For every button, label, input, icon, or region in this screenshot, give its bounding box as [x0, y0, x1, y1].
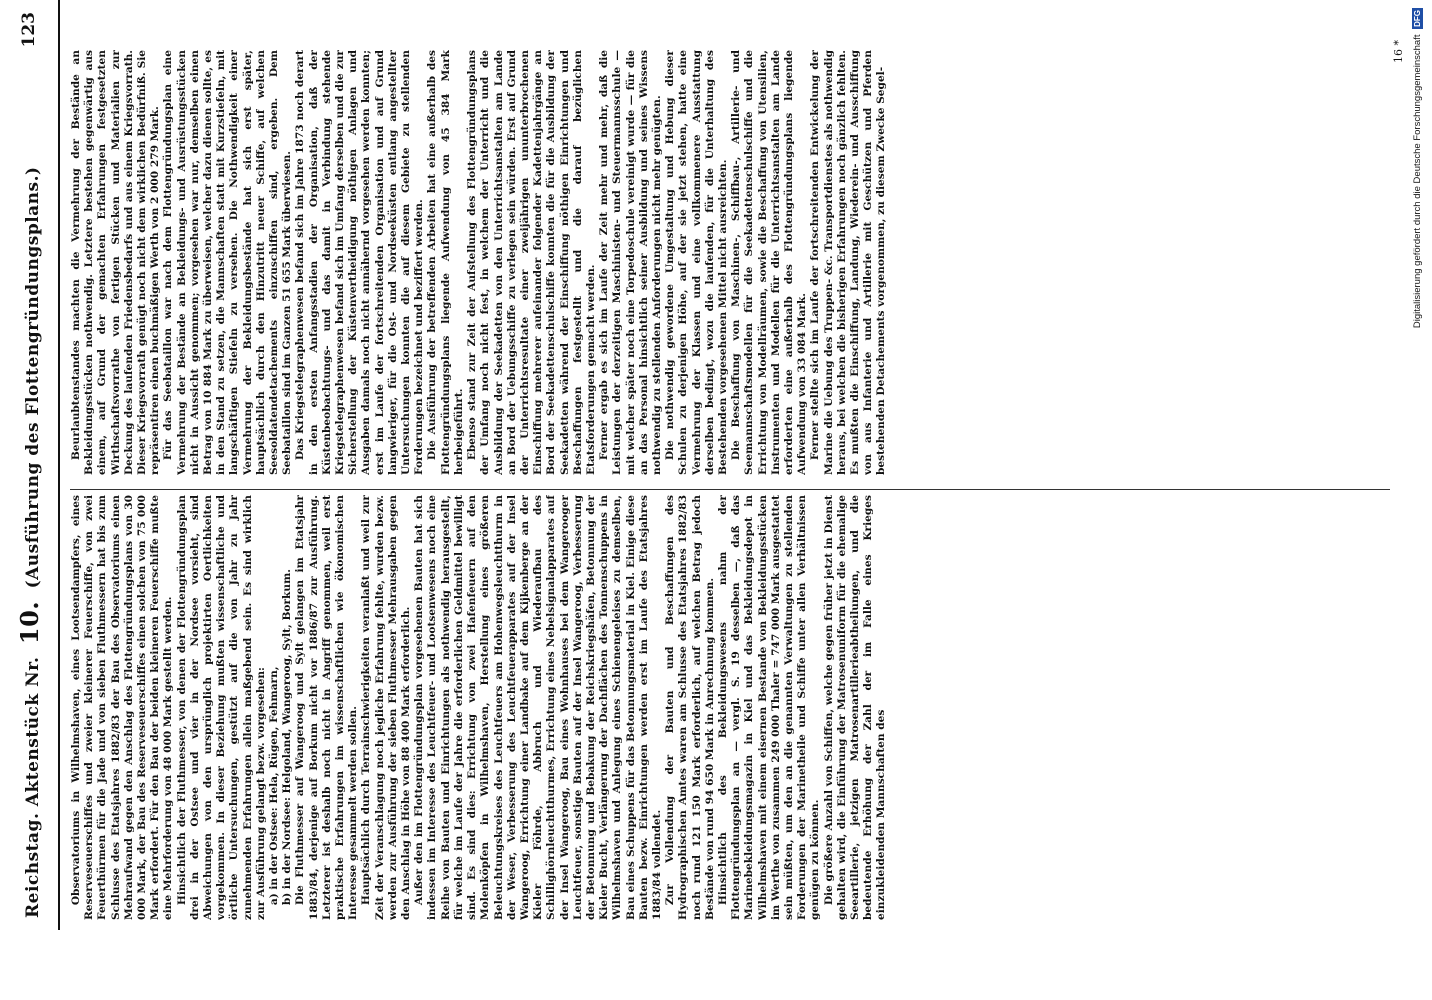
header-subtitle: (Ausführung des Flottengründungsplans.) — [22, 166, 43, 589]
paragraph: Die nothwendig gewordene Umgestaltung und Hebung dieser Schulen zu derjenigen Höhe, auf der sie jetzt stehen, hatte eine Vermehrung der Klassen und eine vollkommenere Ausstattung derselben bedingt, wozu die laufenden, für die Unterhaltung des Bestehenden vorgesehenen Mittel nicht ausreichten. — [664, 50, 729, 475]
paragraph: Für das Seebataillon war nach dem Flottengründungsplan eine Vermehrung der Bestände an Bekleidungs- und Ausrüstungsstücken nicht in Aussicht genommen; vorgesehen war nur, demselben einen Betrag von 10 884 Mark zu überweisen, welcher dazu dienen sollte, es in den Stand zu setzen, die Mannschaften statt mit Kurzstiefeln, mit langschäftigen Stiefeln zu versehen. Die Nothwendigkeit einer Vermehrung der Bekleidungsbestände hat sich erst später, hauptsächlich durch den Hinzutritt neuer Schiffe, auf welchen Seesoldatendetachements einzuschiffen sind, ergeben. Dem Seebataillon sind im Ganzen 51 655 Mark überwiesen. — [162, 50, 294, 475]
digitization-credit — [1404, 0, 1432, 1000]
paragraph: Hinsichtlich der Fluthmesser, von denen der Flottengründungsplan drei in der Ostsee und vier in der Nordsee vorsieht, sind Abweichungen von den ursprünglich projektirten Oertlichkeiten vorgekommen. In dieser Beziehung mußten wissenschaftliche und örtliche Untersuchungen, gestützt auf die von Jahr zu Jahr zunehmenden Erfahrungen allein maßgebend sein. Es sind wirklich zur Ausführung gelangt bezw. vorgesehen: — [175, 495, 267, 920]
header-document-label: Aktenstück Nr. — [22, 656, 43, 807]
credit-text: Digitalisierung gefördert durch die Deutsche Forschungsgemeinschaft — [1412, 34, 1423, 329]
header-title — [15, 166, 44, 918]
sheet-signature: 16 * — [1392, 40, 1405, 63]
paragraph: Observatoriums in Wilhelmshaven, eines Lootsendampfers, eines Reserveseuerschiffes und zweier kleinerer Feuerschiffe, von zwei Feuerthürmen für die Jade und von sieben Fluthmessern hat bis zum Schlusse des Etatsjahres 1882/83 der Bau des Observatoriums einen Mehraufwand gegen den Anschlag des Flottengründungsplans von 30 000 Mark, der Bau des Reserveseuerschiffes einen solchen von 75 000 Mark erfordert. Für den Bau der beiden kleineren Feuerschiffe mußte eine Mehrforderung von 48 000 Mark gestellt werden. — [70, 495, 175, 920]
text-column-left — [70, 495, 1390, 920]
header-prefix: Reichstag. — [22, 812, 43, 918]
list-item: b) in der Nordsee: Helgoland, Wangeroog, Sylt, Borkum. — [281, 569, 294, 906]
credit-line — [1404, 0, 1432, 1000]
dfg-logo-icon: DFG — [1413, 10, 1422, 27]
paragraph: Hinsichtlich des Bekleidungswesens nahm der Flottengründungsplan an — vergl. S. 19 desselben —, daß das Marinebekleidungsmagazin in Kiel und das Bekleidungsdepot in Wilhelmshaven mit einem eisernen Bestande von Bekleidungsstücken im Werthe von zusammen 249 000 Thaler = 747 000 Mark ausgestattet sein müßten, um den an die genannten Verwaltungen zu stellenden Forderungen der Marinetheile und Schiffe unter allen Verhältnissen genügen zu können. — [716, 495, 822, 920]
page-header — [0, 0, 60, 930]
paragraph: Die Beschaffung von Maschinen-, Schiffbau-, Artillerie- und Seemannschaftsmodellen für die Seekadettenschulschiffe und die Errichtung von Modellräumen, sowie die Beschaffung von Utensilien, Instrumenten und Modellen für die Unterrichtsanstalten am Lande erforderten eine außerhalb des Flottengründungsplans liegende Aufwendung von 33 084 Mark. — [730, 50, 809, 475]
list-item: a) in der Ostsee: Hela, Rügen, Fehmarn, — [268, 666, 281, 906]
paragraph: Das Kriegstelegraphenwesen befand sich im Jahre 1873 noch derart in den ersten Anfangsstadien der Organisation, daß der Küstenbeobachtungs- und das damit in Verbindung stehende Kriegstelegraphenwesen befand sich im Umfang derselben und die zur Sicherstellung der Küstenvertheidigung nöthigen Anlagen und Ausgaben damals noch nicht annähernd vorgesehen werden konnten; erst im Laufe der fortschreitenden Organisation und auf Grund langwieriger, für die Ost- und Nordseeküsten entlang angestellter Untersuchungen konnten die auf diesem Gebiete zu stellenden Forderungen bezeichnet und beziffert werden. — [294, 50, 426, 475]
column-divider — [70, 489, 1390, 490]
paragraph: Außer den im Flottengründungsplan vorgesehenen Bauten hat sich indessen im Interesse des Leuchtfeuer- und Lootsenwesens noch eine Reihe von Bauten und Einrichtungen als nothwendig herausgestellt, für welche im Laufe der Jahre die erforderlichen Geldmittel bewilligt sind. Es sind dies: Errichtung von zwei Hafenfeuern auf den Molenköpfen in Wilhelmshaven, Herstellung eines größeren Beleuchtungskreises des Leuchtfeuers am Hohenwegsleuchtthurm in der Weser, Verbesserung des Leuchtfeuerapparates auf der Insel Wangeroog, Errichtung einer Landbake auf dem Kijkenberge an der Kieler Föhrde, Abbruch und Wiederaufbau des Schillighörnleuchtthurmes, Errichtung eines Nebelsignalapparates auf der Insel Wangeroog, Bau eines Wohnhauses bei dem Wangerooger Leuchtfeuer, sonstige Bauten auf der Insel Wangeroog, Verbesserung der Betonnung und Bebakung der Reichskriegshäfen, Betonnung der Kieler Bucht, Verlängerung der Dachflächen des Tonnenschuppens in Wilhelmshaven und Anlegung eines Schienengeleises zu demselben, Bau eines Schuppens für das Betonnungsmaterial in Kiel. Einige diese Bauten bezw. Einrichtungen werden erst im Laufe des Etatsjahres 1883/84 vollendet. — [413, 495, 663, 920]
paragraph: Beurlaubtenstandes machten die Vermehrung der Bestände an Bekleidungsstücken nothwendig. Letztere bestehen gegenwärtig aus einem, auf Grund der gemachten Erfahrungen festgesetzten Wirthschaftsvorrathe von fertigen Stücken und Materialien zur Deckung des laufenden Friedensbedarfs und aus einem Kriegsvorrath. Dieser Kriegsvorrath genügt noch nicht dem wirklichen Bedürfniß. Sie repräsentiren einen buchmäßigen Werth von 2 000 279 Mark. — [70, 50, 162, 475]
paragraph: Zur Vollendung der Bauten und Beschaffungen des Hydrographischen Amtes waren am Schlusse des Etatsjahres 1882/83 noch rund 121 150 Mark erforderlich, auf welchen Betrag jedoch Bestände von rund 94 650 Mark in Anrechnung kommen. — [664, 495, 716, 920]
paragraph: Hauptsächlich durch Terrainschwierigkeiten veranlaßt und weil zur Zeit der Veranschlagung noch jegliche Erfahrung fehlte, wurden bezw. werden zur Ausführung der sieben Fluthmesser Mehrausgaben gegen den Anschlag in Höhe von 88 400 Mark erforderlich. — [360, 495, 413, 920]
paragraph: Die größere Anzahl von Schiffen, welche gegen früher jetzt in Dienst gehalten wird, die Einführung der Matrosenuniform für die ehemalige Seeartillerie, jetzigen Matrosenartillerieabtheilungen, und die bedeutende Erhöhung der Zahl der im Falle eines Krieges einzukleidenden Mannschaften des — [822, 495, 888, 920]
header-document-number: 10. — [14, 600, 44, 645]
paragraph: Die Ausführung der betreffenden Arbeiten hat eine außerhalb des Flottengründungsplans liegende Aufwendung von 45 384 Mark herbeigeführt. — [426, 50, 465, 475]
paragraph: Ferner stellte sich im Laufe der fortschreitenden Entwickelung der Marine die Uebung des Truppen- &c. Transportdienstes als nothwendig heraus, bei welchen die bisherigen Erfahrungen noch gänzlich fehlten. Es mußten die Einschiffung, Landung, Wiederein- und Ausschiffung von aus Infanterie und Artillerie mit Geschützen und Pferden bestehenden Detachements vorgenommen, zu diesem Zwecke Segel- — [809, 50, 888, 475]
paragraph: Ebenso stand zur Zeit der Aufstellung des Flottengründungsplans der Umfang noch nicht fest, in welchem der Unterricht und die Ausbildung der Seekadetten von den Unterrichtsanstalten am Lande an Bord der Uebungsschiffe zu verlegen sein würden. Erst auf Grund der Unterrichtsresultate einer zweijährigen ununterbrochenen Einschiffung mehrerer aufeinander folgender Kadettenjahrgänge an Bord der Seekadettenschulschiffe konnten die für die Ausbildung der Seekadetten während der Einschiffung nöthigen Einrichtungen und Beschaffungen festgestellt und die darauf bezüglichen Etatsforderungen gemacht werden. — [466, 50, 597, 475]
paragraph: Die Fluthmesser auf Wangeroog und Sylt gelangen im Etatsjahr 1883/84, derjenige auf Borkum nicht vor 1886/87 zur Ausführung. Letzterer ist deshalb noch nicht in Angriff genommen, weil erst praktische Erfahrungen im wissenschaftlichen wie ökonomischen Interesse gesammelt werden sollen. — [294, 495, 360, 920]
text-column-right — [70, 50, 1390, 475]
paragraph: Ferner ergab es sich im Laufe der Zeit mehr und mehr, daß die Leistungen der derzeitigen Maschinisten- und Steuermannsschule — mit welcher später noch eine Torpedoschule vereinigt wurde — für die an das Personal hinsichtlich seiner Ausbildung und seines Wissens nothwendig zu stellenden Anforderungen nicht mehr genügten. — [598, 50, 663, 475]
page-number: 123 — [19, 12, 39, 48]
